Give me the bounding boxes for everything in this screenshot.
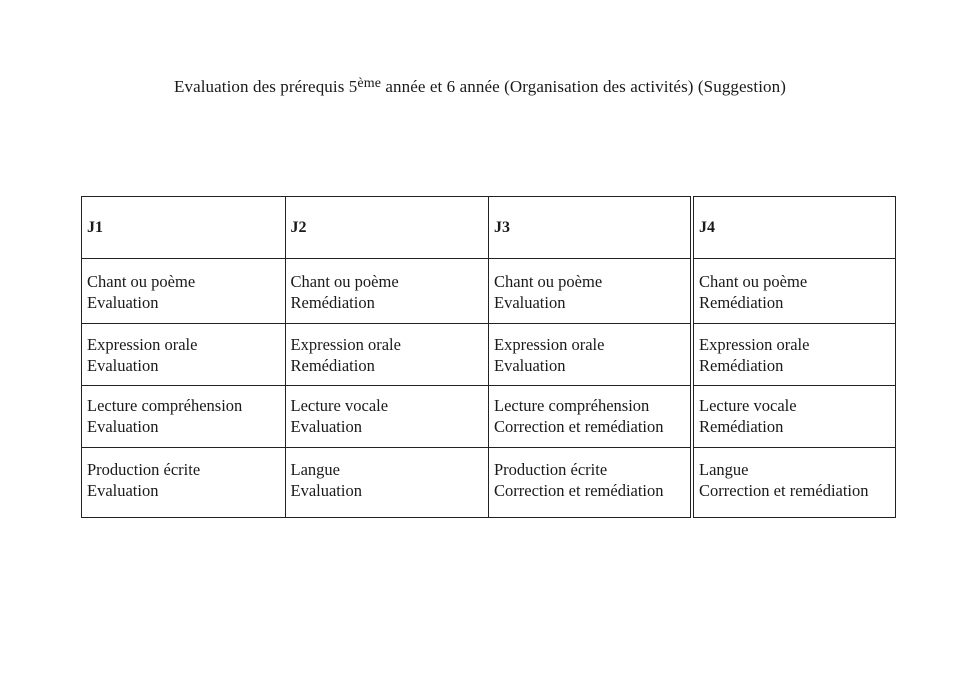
activity-label: Lecture vocale: [699, 396, 797, 415]
activity-type: Correction et remédiation: [494, 417, 664, 436]
activity-type: Remédiation: [699, 356, 784, 375]
document-title: [0, 77, 960, 97]
table-cell: [285, 386, 489, 448]
activity-type: Correction et remédiation: [494, 481, 664, 500]
table-cell: [489, 259, 693, 324]
table-cell: [489, 386, 693, 448]
activity-label: Production écrite: [87, 460, 201, 479]
activity-label: Expression orale: [699, 335, 810, 354]
activity-type: Evaluation: [87, 481, 159, 500]
table-cell: [285, 448, 489, 518]
table-cell: [82, 324, 286, 386]
activity-type: Evaluation: [87, 293, 159, 312]
activity-type: Correction et remédiation: [699, 481, 869, 500]
activity-label: Lecture compréhension: [494, 396, 650, 415]
table-row: [82, 448, 896, 518]
table-cell: [692, 448, 896, 518]
activity-label: Expression orale: [494, 335, 605, 354]
title-text-after: année et 6 année (Organisation des activités) (Suggestion): [381, 77, 786, 96]
table-cell: [285, 324, 489, 386]
table-cell: [692, 324, 896, 386]
table-cell: [82, 386, 286, 448]
title-text-before: Evaluation des prérequis 5: [173, 77, 358, 96]
schedule-table: [81, 196, 896, 518]
activity-type: Evaluation: [494, 293, 566, 312]
activity-type: Remédiation: [290, 356, 375, 375]
activity-label: Langue: [290, 460, 340, 479]
table-cell: [82, 259, 286, 324]
header-day-4: J4: [692, 197, 896, 259]
table-cell: [692, 386, 896, 448]
table-cell: [489, 448, 693, 518]
activity-label: Lecture vocale: [290, 396, 389, 415]
activity-type: Remédiation: [699, 293, 784, 312]
table-row: [82, 324, 896, 386]
activity-label: Langue: [699, 460, 749, 479]
activity-type: Evaluation: [87, 356, 159, 375]
activity-type: Evaluation: [290, 481, 362, 500]
activity-type: Remédiation: [699, 417, 784, 436]
table-row: [82, 259, 896, 324]
activity-label: Chant ou poème: [699, 272, 808, 291]
header-day-1: J1: [82, 197, 286, 259]
table-cell: [489, 324, 693, 386]
activity-type: Evaluation: [290, 417, 362, 436]
table-cell: [692, 259, 896, 324]
table-cell: [82, 448, 286, 518]
title-superscript: ème: [357, 76, 382, 91]
header-day-2: J2: [285, 197, 489, 259]
activity-type: Remédiation: [290, 293, 375, 312]
activity-type: Evaluation: [87, 417, 159, 436]
header-day-3: J3: [489, 197, 693, 259]
activity-label: Chant ou poème: [494, 272, 603, 291]
table-header-row: [82, 197, 896, 259]
activity-label: Chant ou poème: [290, 272, 399, 291]
activity-label: Expression orale: [290, 335, 401, 354]
table-row: [82, 386, 896, 448]
table-cell: [285, 259, 489, 324]
activity-type: Evaluation: [494, 356, 566, 375]
activity-label: Production écrite: [494, 460, 608, 479]
activity-label: Expression orale: [87, 335, 198, 354]
activity-label: Chant ou poème: [87, 272, 196, 291]
activity-label: Lecture compréhension: [87, 396, 243, 415]
